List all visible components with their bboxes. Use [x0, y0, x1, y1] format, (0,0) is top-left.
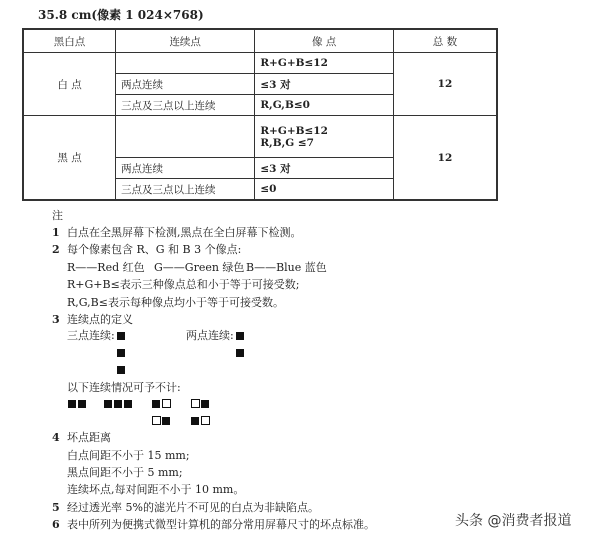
pixel-line: R+G+B≤12 — [260, 124, 328, 137]
header-cell: 像 点 — [255, 29, 394, 53]
table-row — [23, 53, 497, 74]
pixel-square-icon — [68, 400, 76, 408]
dead-pixel-table — [22, 28, 498, 201]
pixel-square-icon — [162, 417, 170, 425]
pixel-square-icon — [236, 349, 244, 357]
cont-cell — [116, 53, 255, 74]
pixel-cell: ≤3 对 — [255, 74, 394, 95]
header-cell: 黑白点 — [23, 29, 116, 53]
note-number: 6 — [52, 518, 60, 531]
note-number: 2 — [52, 243, 60, 256]
black-label: 黑 点 — [23, 116, 116, 201]
pixel-cell — [255, 116, 394, 158]
table-title: 35.8 cm(像素 1 024×768) — [38, 8, 204, 22]
pixel-cell: R+G+B≤12 — [255, 53, 394, 74]
note-text: 白点在全黑屏幕下检测,黑点在全白屏幕下检测。 — [67, 226, 302, 239]
header-cell: 连续点 — [116, 29, 255, 53]
header-cell: 总 数 — [393, 29, 497, 53]
note-number: 5 — [52, 501, 60, 514]
pixel-square-icon — [117, 332, 125, 340]
note-text: 以下连续情况可予不计: — [67, 381, 181, 394]
note-text: R,G,B≤表示每种像点均小于等于可接受数。 — [67, 296, 284, 309]
note-number: 3 — [52, 313, 60, 326]
watermark: 头条 @消费者报道 — [455, 513, 572, 529]
white-label: 白 点 — [23, 53, 116, 116]
pixel-square-icon — [124, 400, 132, 408]
pixel-cell: ≤0 — [255, 179, 394, 201]
pixel-square-icon — [162, 399, 171, 408]
note-text: R——Red 红色 — [67, 261, 145, 274]
note-text: 每个像素包含 R、G 和 B 3 个像点: — [67, 243, 242, 256]
pixel-square-icon — [191, 417, 199, 425]
note-text: 白点间距不小于 15 mm; — [67, 449, 190, 462]
note-text: 连续点的定义 — [67, 313, 133, 326]
note-text: B——Blue 蓝色 — [246, 261, 327, 274]
pixel-square-icon — [236, 332, 244, 340]
note-text: 表中所列为便携式微型计算机的部分常用屏幕尺寸的坏点标准。 — [67, 518, 375, 531]
pixel-square-icon — [191, 399, 200, 408]
pixel-square-icon — [152, 400, 160, 408]
note-text: 三点连续: — [67, 329, 115, 342]
note-text: 两点连续: — [186, 329, 234, 342]
pixel-square-icon — [104, 400, 112, 408]
total-cell: 12 — [393, 53, 497, 116]
note-text: 经过透光率 5%的滤光片不可见的白点为非缺陷点。 — [67, 501, 319, 514]
note-number: 1 — [52, 226, 60, 239]
pixel-square-icon — [117, 349, 125, 357]
pixel-square-icon — [201, 416, 210, 425]
table-header — [23, 29, 497, 53]
note-text: 坏点距离 — [67, 431, 111, 444]
cont-cell — [116, 116, 255, 158]
total-cell: 12 — [393, 116, 497, 201]
notes-heading: 注 — [52, 209, 63, 222]
pixel-cell: ≤3 对 — [255, 158, 394, 179]
pixel-square-icon — [117, 366, 125, 374]
pixel-square-icon — [201, 400, 209, 408]
cont-cell: 两点连续 — [116, 74, 255, 95]
note-text: 黑点间距不小于 5 mm; — [67, 466, 183, 479]
note-text: R+G+B≤表示三种像点总和小于等于可接受数; — [67, 278, 300, 291]
pixel-cell: R,G,B≤0 — [255, 95, 394, 116]
cont-cell: 三点及三点以上连续 — [116, 179, 255, 201]
pixel-square-icon — [152, 416, 161, 425]
cont-cell: 两点连续 — [116, 158, 255, 179]
pixel-square-icon — [114, 400, 122, 408]
pixel-line: R,B,G ≤7 — [260, 136, 314, 149]
table-row — [23, 116, 497, 158]
note-number: 4 — [52, 431, 60, 444]
note-text: 连续坏点,每对间距不小于 10 mm。 — [67, 483, 245, 496]
cont-cell: 三点及三点以上连续 — [116, 95, 255, 116]
pixel-square-icon — [78, 400, 86, 408]
note-text: G——Green 绿色 — [154, 261, 245, 274]
